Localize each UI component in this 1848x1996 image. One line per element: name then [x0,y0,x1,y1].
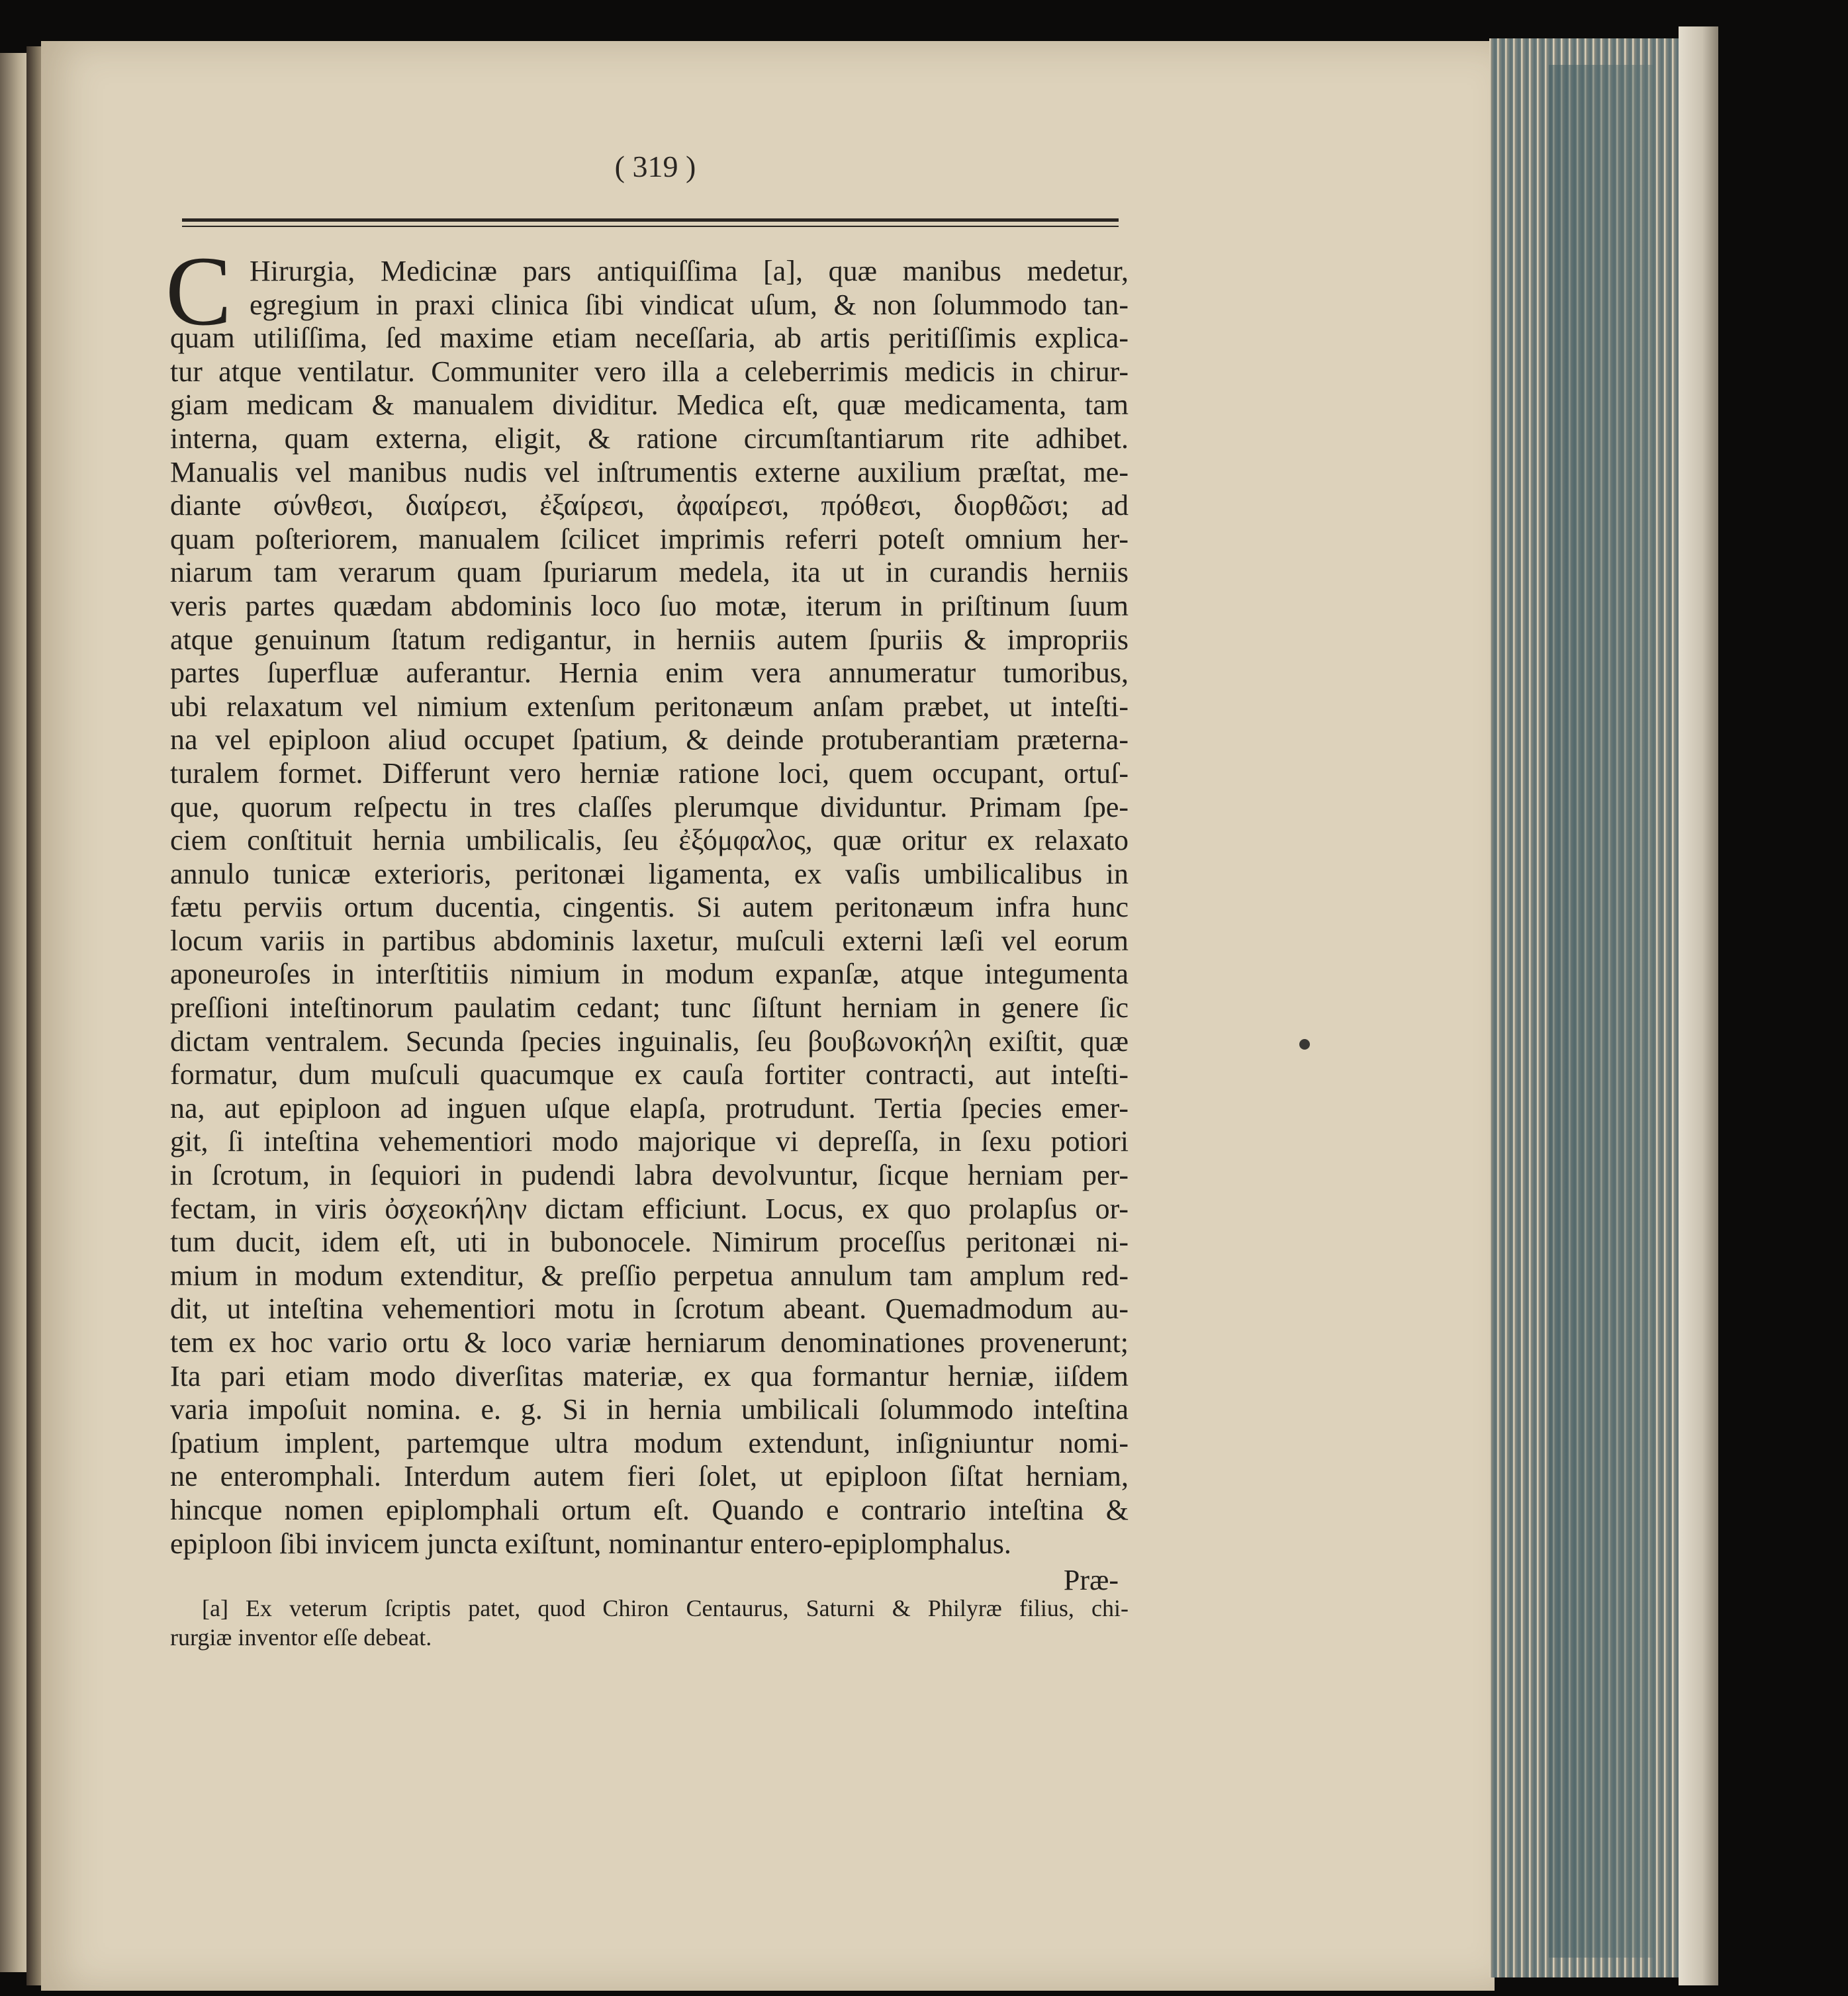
text-line: Manualis vel manibus nudis vel inſtrumentis externe auxilium præſtat, me- [170,455,1129,488]
text-line: ciem conſtituit hernia umbilicalis, ſeu ἐξόμφαλος, quæ oritur ex relaxato [170,824,1129,857]
margin-mark [1299,1039,1310,1050]
text-line: atque genuinum ſtatum redigantur, in herniis autem ſpuriis & impropriis [170,623,1129,656]
text-line: tum ducit, idem eſt, uti in bubonocele. Nimirum proceſſus peritonæi ni- [170,1226,1129,1259]
text-line: mium in modum extenditur, & preſſio perpetua annulum tam amplum red- [170,1259,1129,1292]
text-line: ubi relaxatum vel nimium extenſum peritonæum anſam præbet, ut inteſti- [170,690,1129,723]
text-line: quam utiliſſima, ſed maxime etiam neceſſaria, ab artis peritiſſimis explica- [170,322,1129,355]
text-line: turalem formet. Differunt vero herniæ ratione loci, quem occupant, ortuſ- [170,756,1129,790]
text-line: formatur, dum muſculi quacumque ex cauſa fortiter contracti, aut inteſti- [170,1058,1129,1091]
text-line: Ita pari etiam modo diverſitas materiæ, ex qua formantur herniæ, iiſdem [170,1359,1129,1392]
footnote-line: [a] Ex veterum ſcriptis patet, quod Chiron Centaurus, Saturni & Philyræ filius, chi- [202,1595,1129,1621]
text-line: niarum tam verarum quam ſpuriarum medela, ita ut in curandis herniis [170,556,1129,589]
cover-edge [1679,26,1718,1985]
catchword: Præ- [1063,1564,1119,1596]
text-line: na, aut epiploon ad inguen uſque elapſa, protrudunt. Tertia ſpecies emer- [170,1091,1129,1124]
text-line: partes ſuperfluæ auferantur. Hernia enim vera annumeratur tumoribus, [170,657,1129,690]
text-line: que, quorum reſpectu in tres claſſes plerumque dividuntur. Primam ſpe- [170,790,1129,823]
text-line: fectam, in viris ὀσχεοκήλην dictam efficiunt. Locus, ex quo prolapſus or- [170,1192,1129,1225]
text-line: interna, quam externa, eligit, & ratione circumſtantiarum rite adhibet. [170,422,1129,455]
text-line: egregium in praxi clinica ſibi vindicat uſum, & non ſolummodo tan- [250,288,1129,321]
text-line: epiploon ſibi invicem juncta exiſtunt, nominantur entero-epiplomphalus. [170,1527,1011,1560]
text-line: tem ex hoc vario ortu & loco variæ herniarum denominationes provenerunt; [170,1326,1129,1359]
text-line: locum variis in partibus abdominis laxetur, muſculi externi læſi vel eorum [170,924,1129,957]
header-rule-thin [182,226,1119,227]
text-line: quam poſteriorem, manualem ſcilicet imprimis referri poteſt omnium her- [170,522,1129,555]
text-line: preſſioni inteſtinorum paulatim cedant; tunc ſiſtunt herniam in genere ſic [170,991,1129,1024]
page-number: ( 319 ) [614,150,696,183]
text-line: tur atque ventilatur. Communiter vero illa a celeberrimis medicis in chirur- [170,355,1129,388]
text-line: ne enteromphali. Interdum autem fieri ſolet, ut epiploon ſiſtat herniam, [170,1460,1129,1493]
footnote [170,1594,1129,1652]
text-line: hincque nomen epiplomphali ortum eſt. Quando e contrario inteſtina & [170,1493,1129,1526]
text-line: in ſcrotum, in ſequiori in pudendi labra devolvuntur, ſicque herniam per- [170,1159,1129,1192]
drop-capital: C [165,236,232,346]
text-line: ſpatium implent, partemque ultra modum extendunt, inſigniuntur nomi- [170,1426,1129,1459]
text-line: Hirurgia, Medicinæ pars antiquiſſima [a], quæ manibus medetur, [250,255,1129,287]
text-line: git, ſi inteſtina vehementiori modo majorique vi depreſſa, in ſexu potiori [170,1125,1129,1158]
text-line: na vel epiploon aliud occupet ſpatium, & deinde protuberantiam præterna- [170,723,1129,756]
text-line: diante σύνθεσι, διαίρεσι, ἐξαίρεσι, ἀφαίρεσι, πρόθεσι, διορθῶσι; ad [170,489,1129,522]
footnote-line: rurgiæ inventor eſſe debeat. [170,1624,432,1651]
text-line: fætu perviis ortum ducentia, cingentis. Si autem peritonæum infra hunc [170,891,1129,924]
text-line: varia impoſuit nomina. e. g. Si in hernia umbilicali ſolummodo inteſtina [170,1393,1129,1426]
text-line: annulo tunicæ exterioris, peritonæi ligamenta, ex vaſis umbilicalibus in [170,857,1129,890]
header-rule-thick [182,218,1119,222]
body-text [170,255,1129,1561]
text-line: veris partes quædam abdominis loco ſuo motæ, iterum in priſtinum ſuum [170,589,1129,622]
text-line: dit, ut inteſtina vehementiori motu in ſcrotum abeant. Quemadmodum au- [170,1293,1129,1326]
text-line: dictam ventralem. Secunda ſpecies inguinalis, ſeu βουβωνοκήλη exiſtit, quæ [170,1024,1129,1058]
text-line: giam medicam & manualem dividitur. Medica eſt, quæ medicamenta, tam [170,388,1129,422]
page-block-fore-edge [1489,38,1681,1977]
text-line: aponeuroſes in interſtitiis nimium in modum expanſæ, atque integumenta [170,958,1129,991]
